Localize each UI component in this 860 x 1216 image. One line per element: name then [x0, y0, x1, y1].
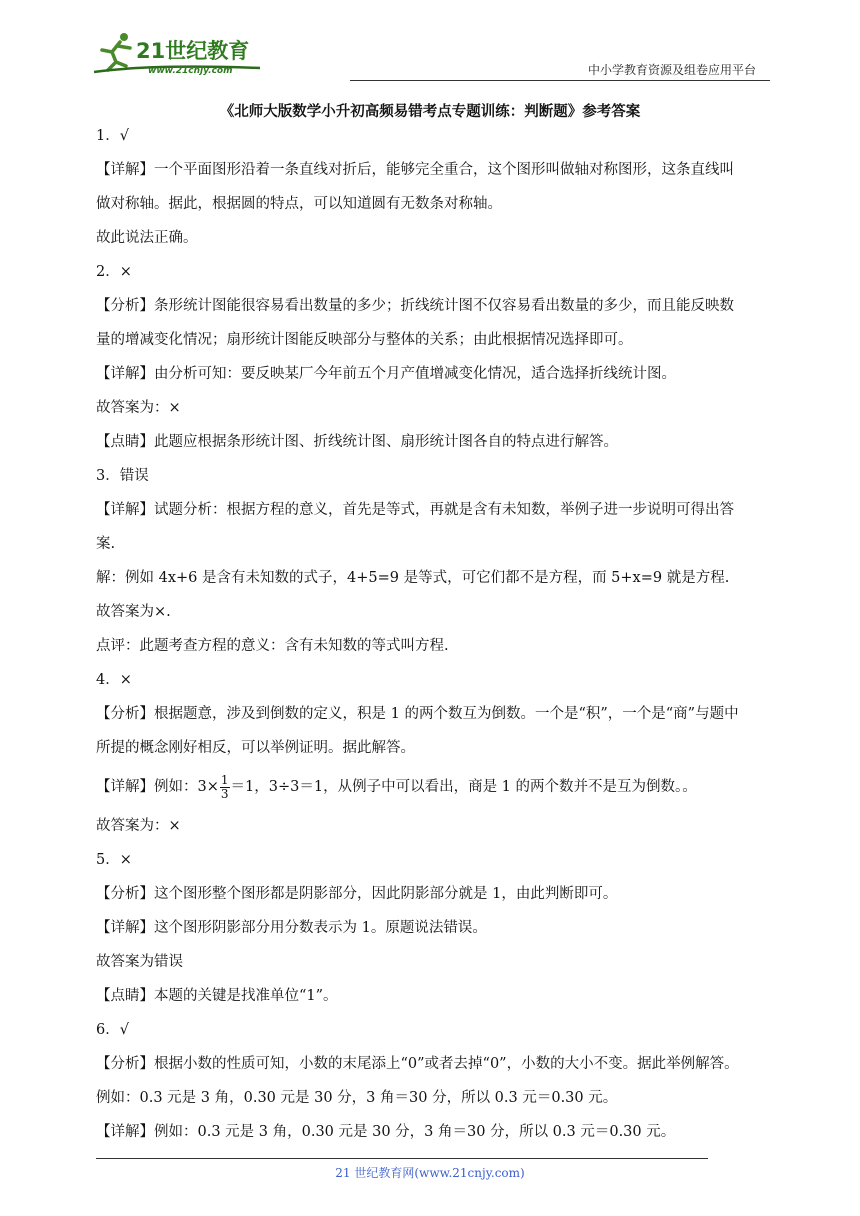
q5-answer: 故答案为错误 [96, 954, 183, 970]
q2-analysis-line1: 【分析】条形统计图能很容易看出数量的多少；折线统计图不仅容易看出数量的多少，而且能反映数 [96, 298, 734, 314]
q6-detail: 【详解】例如：0.3 元是 3 角，0.30 元是 30 分，3 角＝30 分，所以 0.3 元＝0.30 元。 [96, 1124, 676, 1140]
q2-head: 2．× [96, 264, 132, 280]
header-divider [350, 80, 770, 81]
q3-answer: 故答案为×. [96, 604, 171, 620]
q2-analysis-line2: 量的增减变化情况；扇形统计图能反映部分与整体的关系；由此根据情况选择即可。 [96, 332, 633, 348]
q1-head: 1．√ [96, 128, 129, 144]
q6-analysis-line1: 【分析】根据小数的性质可知，小数的末尾添上“0”或者去掉“0”，小数的大小不变。据此举例解答。 [96, 1056, 739, 1072]
q2-detail: 【详解】由分析可知：要反映某厂今年前五个月产值增减变化情况，适合选择折线统计图。 [96, 366, 676, 382]
fraction-one-third [220, 774, 230, 801]
q4-answer: 故答案为：× [96, 818, 181, 834]
q2-note: 【点睛】此题应根据条形统计图、折线统计图、扇形统计图各自的特点进行解答。 [96, 434, 618, 450]
document-title: 《北师大版数学小升初高频易错考点专题训练：判断题》参考答案 [219, 103, 641, 120]
q3-solution: 解：例如 4x+6 是含有未知数的式子，4+5=9 是等式，可它们都不是方程，而 5+x=9 就是方程. [96, 570, 730, 586]
footer-divider [96, 1158, 708, 1159]
q4-detail-prefix: 【详解】例如：3× [96, 779, 219, 795]
header-platform-text: 中小学教育资源及组卷应用平台 [587, 63, 756, 77]
q3-head: 3．错误 [96, 468, 149, 484]
q4-detail-suffix: ＝1，3÷3＝1，从例子中可以看出，商是 1 的两个数并不是互为倒数。。 [230, 779, 697, 795]
q3-detail-line1: 【详解】试题分析：根据方程的意义，首先是等式，再就是含有未知数，举例子进一步说明可得出答 [96, 502, 734, 518]
q3-detail-line2: 案. [96, 536, 116, 552]
q5-detail: 【详解】这个图形阴影部分用分数表示为 1。原题说法错误。 [96, 920, 487, 936]
q4-detail [96, 770, 770, 804]
q5-note: 【点睛】本题的关键是找准单位“1”。 [96, 988, 338, 1004]
answer-content [96, 124, 770, 1144]
logo-21cnjy [90, 28, 290, 78]
q6-head: 6．√ [96, 1022, 129, 1038]
q4-head: 4．× [96, 672, 132, 688]
q5-analysis: 【分析】这个图形整个图形都是阴影部分，因此阴影部分就是 1，由此判断即可。 [96, 886, 618, 902]
footer-link[interactable]: 21 世纪教育网(www.21cnjy.com) [335, 1166, 525, 1180]
q1-conclusion: 故此说法正确。 [96, 230, 198, 246]
svg-text:www.21cnjy.com: www.21cnjy.com [148, 66, 233, 76]
q4-analysis-line1: 【分析】根据题意，涉及到倒数的定义，积是 1 的两个数互为倒数。一个是“积”，一个是“商”与题中 [96, 706, 739, 722]
fraction-numerator: 1 [220, 772, 229, 787]
q6-analysis-line2: 例如：0.3 元是 3 角，0.30 元是 30 分，3 角＝30 分，所以 0.3 元＝0.30 元。 [96, 1090, 618, 1106]
q3-comment: 点评：此题考查方程的意义：含有未知数的等式叫方程. [96, 638, 449, 654]
q4-analysis-line2: 所提的概念刚好相反，可以举例证明。据此解答。 [96, 740, 415, 756]
q1-detail-line2: 做对称轴。据此，根据圆的特点，可以知道圆有无数条对称轴。 [96, 196, 502, 212]
q5-head: 5．× [96, 852, 132, 868]
page-header [90, 28, 770, 80]
q2-answer: 故答案为：× [96, 400, 181, 416]
q1-detail-line1: 【详解】一个平面图形沿着一条直线对折后，能够完全重合，这个图形叫做轴对称图形，这条直线叫 [96, 162, 734, 178]
svg-text:21世纪教育: 21世纪教育 [136, 39, 250, 63]
fraction-denominator: 3 [220, 786, 229, 801]
